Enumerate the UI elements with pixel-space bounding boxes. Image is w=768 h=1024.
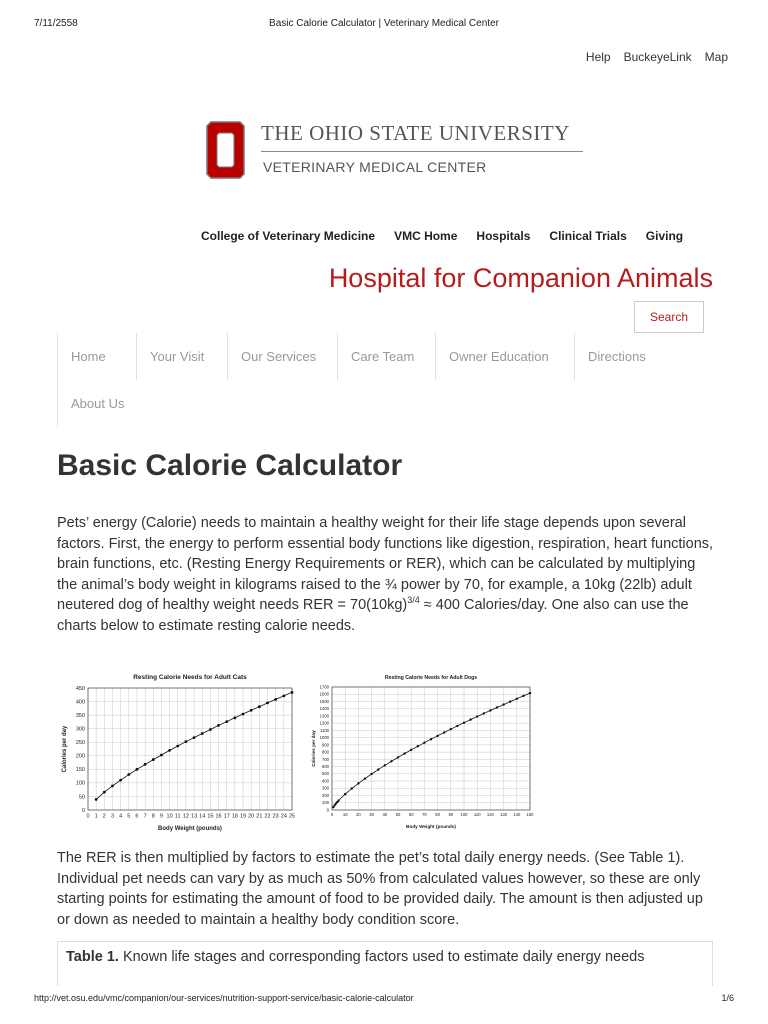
x-tick-label: 8 xyxy=(151,813,155,820)
data-point xyxy=(397,756,399,758)
primary-nav-clinical-trials[interactable]: Clinical Trials xyxy=(549,229,627,243)
table-1-caption-box xyxy=(57,941,713,986)
y-tick-label: 450 xyxy=(75,685,85,692)
data-point xyxy=(119,779,122,782)
cat-calorie-chart xyxy=(58,668,300,832)
x-tick-label: 9 xyxy=(159,813,163,820)
data-point xyxy=(209,728,212,731)
data-point xyxy=(502,703,504,705)
print-page-number: 1/6 xyxy=(721,993,734,1003)
y-axis-label-1: Calories per day xyxy=(311,730,316,767)
print-date: 7/11/2558 xyxy=(34,18,78,29)
chart-title-1: Resting Calorie Needs for Adult Dogs xyxy=(384,675,478,681)
x-tick-label: 3 xyxy=(110,813,115,820)
y-tick-label: 900 xyxy=(322,742,329,748)
block-o-logo-icon xyxy=(205,120,246,180)
data-point xyxy=(332,806,334,808)
x-tick-label: 12 xyxy=(182,813,189,820)
x-tick-label: 90 xyxy=(448,812,454,818)
data-point xyxy=(529,692,531,694)
table-1-caption: Known life stages and corresponding factors used to estimate daily energy needs xyxy=(118,949,645,965)
data-point xyxy=(266,702,269,705)
intro-exponent: 3/4 xyxy=(407,595,420,606)
utility-link-buckeyelink[interactable]: BuckeyeLink xyxy=(623,50,692,64)
data-point xyxy=(417,745,419,747)
print-page-title: Basic Calorie Calculator | Veterinary Medical Center xyxy=(269,18,499,29)
data-point xyxy=(217,724,220,727)
x-tick-label: 100 xyxy=(460,812,468,818)
x-tick-label: 11 xyxy=(174,813,181,820)
sec-nav-your-visit[interactable]: Your Visit xyxy=(136,333,204,380)
data-point xyxy=(483,712,485,714)
primary-nav-hospitals[interactable]: Hospitals xyxy=(476,229,531,243)
x-tick-label: 140 xyxy=(513,812,521,818)
x-tick-label: 21 xyxy=(256,813,263,820)
x-tick-label: 17 xyxy=(223,813,230,820)
x-tick-label: 1 xyxy=(94,813,98,820)
data-point xyxy=(111,784,114,787)
logo-center-name: VETERINARY MEDICAL CENTER xyxy=(263,159,487,175)
series-line-1 xyxy=(333,693,530,807)
y-tick-label: 700 xyxy=(322,756,329,762)
x-tick-label: 4 xyxy=(119,813,123,820)
x-tick-label: 50 xyxy=(395,812,401,818)
sec-nav-home[interactable]: Home xyxy=(57,333,106,380)
y-tick-label: 1700 xyxy=(319,684,329,690)
x-tick-label: 0 xyxy=(330,812,334,818)
y-tick-label: 200 xyxy=(322,792,329,798)
y-tick-label: 200 xyxy=(75,753,85,760)
x-tick-label: 7 xyxy=(143,813,147,820)
logo-university-name: THE OHIO STATE UNIVERSITY xyxy=(261,121,570,145)
chart-svg-1 xyxy=(310,670,536,830)
x-axis-label-1: Body Weight (pounds) xyxy=(406,824,456,829)
data-point xyxy=(160,754,163,757)
data-point xyxy=(185,740,188,743)
x-tick-label: 25 xyxy=(288,813,296,820)
data-point xyxy=(456,725,458,727)
y-tick-label: 100 xyxy=(322,800,329,806)
x-tick-label: 24 xyxy=(280,813,287,820)
sec-nav-about-us[interactable]: About Us xyxy=(57,380,124,427)
data-point xyxy=(423,742,425,744)
x-tick-label: 0 xyxy=(86,813,90,820)
dog-calorie-chart xyxy=(310,670,536,830)
x-tick-label: 120 xyxy=(486,812,494,818)
data-point xyxy=(95,798,98,801)
data-point xyxy=(144,763,147,766)
x-tick-label: 60 xyxy=(408,812,414,818)
secondary-nav xyxy=(57,333,717,427)
data-point xyxy=(522,695,524,697)
data-point xyxy=(509,700,511,702)
y-tick-label: 150 xyxy=(75,767,85,774)
data-point xyxy=(489,709,491,711)
data-point xyxy=(410,749,412,751)
x-tick-label: 19 xyxy=(239,813,247,820)
x-tick-label: 13 xyxy=(191,813,198,820)
data-point xyxy=(282,694,285,697)
data-point xyxy=(344,793,346,795)
data-point xyxy=(274,698,277,701)
y-tick-label: 100 xyxy=(75,780,85,787)
y-tick-label: 1100 xyxy=(319,727,329,733)
data-point xyxy=(351,787,353,789)
sec-nav-care-team[interactable]: Care Team xyxy=(337,333,414,380)
x-tick-label: 14 xyxy=(199,813,206,820)
y-tick-label: 1600 xyxy=(319,691,329,697)
x-tick-label: 16 xyxy=(215,813,222,820)
data-point xyxy=(152,758,155,761)
y-tick-label: 1200 xyxy=(319,720,329,726)
data-point xyxy=(127,773,130,776)
sec-nav-directions[interactable]: Directions xyxy=(574,333,646,380)
data-point xyxy=(516,698,518,700)
data-point xyxy=(193,736,196,739)
data-point xyxy=(258,705,261,708)
x-tick-label: 6 xyxy=(135,813,139,820)
data-point xyxy=(291,691,294,694)
page-title: Basic Calorie Calculator xyxy=(57,449,403,482)
print-url: http://vet.osu.edu/vmc/companion/our-services/nutrition-support-service/basic-calorie-calculator xyxy=(34,993,414,1003)
table-1-label: Table 1. xyxy=(66,949,119,965)
x-tick-label: 70 xyxy=(422,812,427,818)
y-axis-label-0: Calories per day xyxy=(62,725,68,773)
x-tick-label: 23 xyxy=(272,813,279,820)
x-tick-label: 80 xyxy=(435,812,440,818)
utility-nav xyxy=(586,50,728,64)
x-tick-label: 10 xyxy=(342,812,348,818)
y-tick-label: 50 xyxy=(78,794,85,801)
x-tick-label: 20 xyxy=(356,812,361,818)
data-point xyxy=(390,760,392,762)
primary-nav-college[interactable]: College of Veterinary Medicine xyxy=(201,229,376,243)
data-point xyxy=(496,706,498,708)
data-point xyxy=(337,799,339,801)
data-point xyxy=(103,791,106,794)
data-point xyxy=(469,718,471,720)
x-tick-label: 5 xyxy=(127,813,131,820)
chart-svg-0 xyxy=(58,668,300,832)
utility-link-help[interactable]: Help xyxy=(585,50,611,64)
sec-nav-our-services[interactable]: Our Services xyxy=(227,333,316,380)
y-tick-label: 400 xyxy=(322,778,329,784)
x-tick-label: 130 xyxy=(500,812,508,818)
x-tick-label: 2 xyxy=(102,813,106,820)
rer-paragraph: The RER is then multiplied by factors to estimate the pet’s total daily energy needs. (See Table 1). Individual pet needs can vary by as much as 50% from calculated values however, so these are only starting points for estimating the amount of food to be provided daily. The amount is then adjusted up or down as needed to maintain a healthy body condition score. xyxy=(57,850,703,928)
data-point xyxy=(436,735,438,737)
logo-divider xyxy=(261,151,583,152)
primary-nav-vmc-home[interactable]: VMC Home xyxy=(394,229,458,243)
data-point xyxy=(377,768,379,770)
x-tick-label: 110 xyxy=(473,812,481,818)
y-tick-label: 300 xyxy=(75,726,85,733)
primary-nav-giving[interactable]: Giving xyxy=(645,229,684,243)
data-point xyxy=(201,732,204,735)
data-point xyxy=(357,782,359,784)
y-tick-label: 1400 xyxy=(319,706,329,712)
intro-text-1: Pets’ energy (Calorie) needs to maintain a healthy weight for their life stage depends upon several factors. First, the energy to perform essential body functions like digestion, respiration, heart functions, brain functions, etc. (Resting Energy Requirements or RER), which can be calculated by multiplying the animal’s body weight in kilograms raised to the ¾ power by 70, for example, a 10kg (22lb) adult neutered dog of healthy weight needs RER = 70(10kg) xyxy=(57,515,714,614)
primary-nav xyxy=(201,229,683,243)
y-tick-label: 300 xyxy=(322,785,329,791)
intro-paragraph xyxy=(57,513,717,637)
y-tick-label: 0 xyxy=(326,807,329,813)
osu-vmc-logo[interactable] xyxy=(205,120,585,180)
data-point xyxy=(242,713,245,716)
x-tick-label: 40 xyxy=(382,812,388,818)
data-point xyxy=(225,720,228,723)
y-tick-label: 500 xyxy=(322,771,329,777)
y-tick-label: 600 xyxy=(322,763,329,769)
x-tick-label: 150 xyxy=(526,812,534,818)
y-tick-label: 1300 xyxy=(319,713,329,719)
x-tick-label: 22 xyxy=(264,813,271,820)
y-tick-label: 250 xyxy=(75,740,85,747)
data-point xyxy=(384,764,386,766)
x-tick-label: 18 xyxy=(231,813,238,820)
data-point xyxy=(443,731,445,733)
y-tick-label: 400 xyxy=(75,699,85,706)
y-tick-label: 800 xyxy=(322,749,329,755)
data-point xyxy=(168,749,171,752)
intro-text-2: ≈ 400 Calories/day. One also can use the charts below to estimate resting calorie needs. xyxy=(57,597,689,634)
chart-title-0: Resting Calorie Needs for Adult Cats xyxy=(133,674,247,681)
data-point xyxy=(364,777,366,779)
data-point xyxy=(403,752,405,754)
x-axis-label-0: Body Weight (pounds) xyxy=(158,826,222,832)
x-tick-label: 20 xyxy=(248,813,255,820)
search-button[interactable]: Search xyxy=(634,301,704,333)
data-point xyxy=(136,768,139,771)
sec-nav-owner-education[interactable]: Owner Education xyxy=(435,333,549,380)
x-tick-label: 30 xyxy=(369,812,374,818)
utility-link-map[interactable]: Map xyxy=(704,50,728,64)
data-point xyxy=(463,722,465,724)
data-point xyxy=(476,715,478,717)
data-point xyxy=(430,738,432,740)
hospital-title[interactable]: Hospital for Companion Animals xyxy=(328,263,713,293)
y-tick-label: 1000 xyxy=(319,735,329,741)
y-tick-label: 0 xyxy=(81,807,85,814)
y-tick-label: 350 xyxy=(75,712,85,719)
y-tick-label: 1500 xyxy=(319,698,329,704)
data-point xyxy=(233,716,236,719)
data-point xyxy=(450,728,452,730)
data-point xyxy=(250,709,253,712)
data-point xyxy=(370,773,372,775)
data-point xyxy=(176,745,179,748)
x-tick-label: 10 xyxy=(166,813,173,820)
print-header xyxy=(0,18,768,32)
x-tick-label: 15 xyxy=(207,813,214,820)
